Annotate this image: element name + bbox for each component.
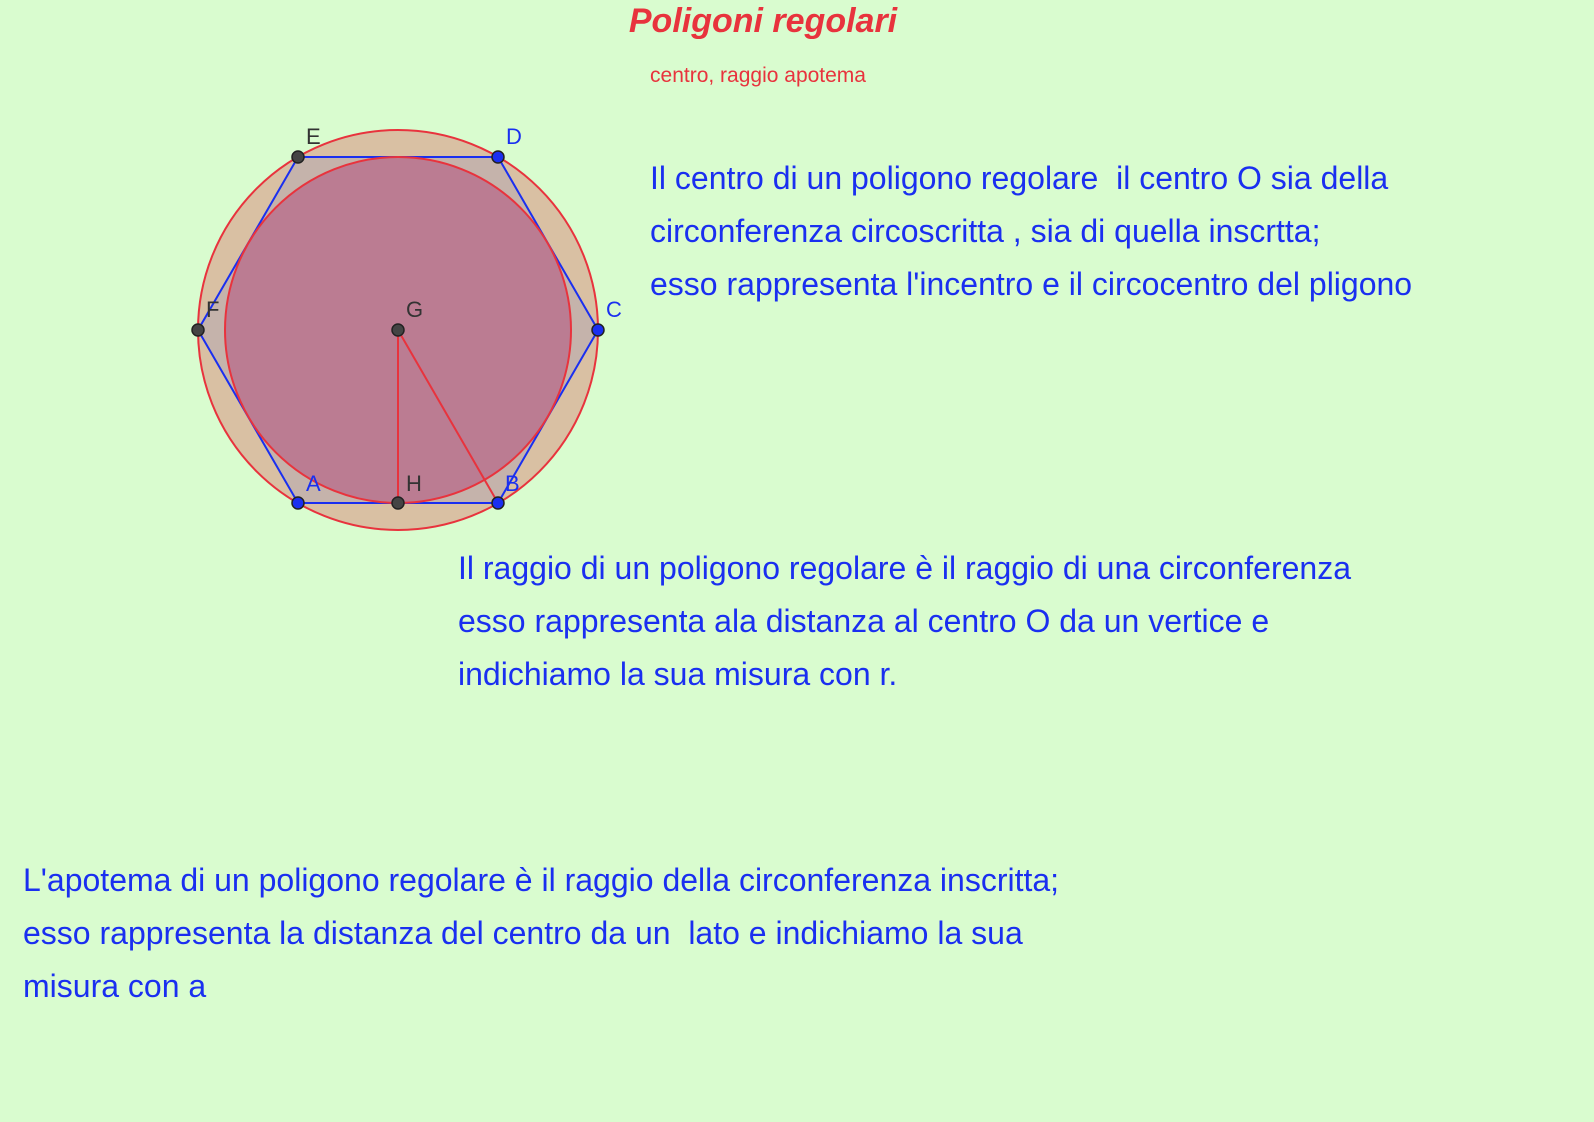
page-title: Poligoni regolari (628, 2, 898, 40)
label-a: A (306, 471, 321, 496)
label-c: C (606, 297, 622, 322)
paragraph-line: Il raggio di un poligono regolare è il raggio di una circonferenza (458, 550, 1352, 586)
label-f: F (206, 297, 220, 322)
point-c[interactable] (592, 324, 604, 336)
label-g: G (406, 297, 424, 322)
point-a[interactable] (292, 497, 304, 509)
paragraph-line: indichiamo la sua misura con r. (458, 656, 898, 692)
page-subtitle: centro, raggio apotema (650, 64, 866, 87)
label-b: B (505, 471, 520, 496)
point-f[interactable] (192, 324, 204, 336)
paragraph-centro (650, 152, 1412, 311)
paragraph-line: esso rappresenta la distanza del centro da un lato e indichiamo la sua (23, 915, 1023, 951)
paragraph-line: circonferenza circoscritta , sia di quella inscrtta; (650, 213, 1321, 249)
point-d[interactable] (492, 151, 504, 163)
point-e[interactable] (292, 151, 304, 163)
paragraph-line: misura con a (23, 968, 207, 1004)
paragraph-line: L'apotema di un poligono regolare è il raggio della circonferenza inscritta; (23, 862, 1060, 898)
point-g[interactable] (392, 324, 404, 336)
label-h: H (406, 471, 422, 496)
hexagon-figure (0, 0, 640, 540)
label-d: D (506, 124, 522, 149)
label-e: E (306, 124, 321, 149)
paragraph-line: Il centro di un poligono regolare il centro O sia della (650, 160, 1389, 196)
paragraph-line: esso rappresenta l'incentro e il circocentro del pligono (650, 266, 1413, 302)
point-h[interactable] (392, 497, 404, 509)
paragraph-raggio (458, 542, 1351, 701)
point-b[interactable] (492, 497, 504, 509)
paragraph-line: esso rappresenta ala distanza al centro O da un vertice e (458, 603, 1270, 639)
paragraph-apotema (23, 854, 1059, 1013)
